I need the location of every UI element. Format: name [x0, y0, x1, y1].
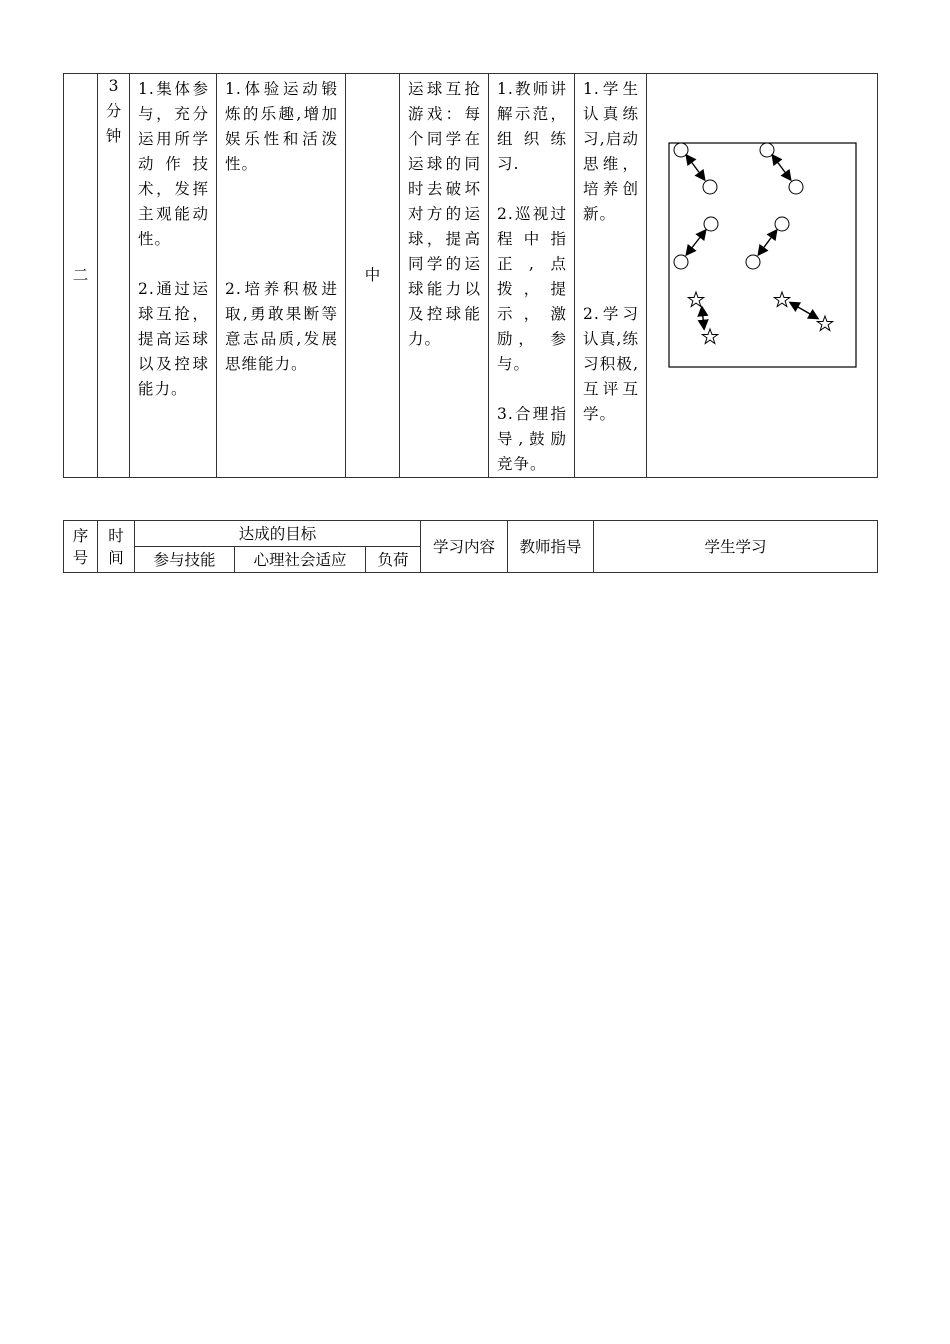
- teacher-step-2: 2.巡视过程中指正,点拨，提示，激励， 参与。: [497, 205, 567, 373]
- header-student: 学生学习: [594, 521, 878, 573]
- header-sequence-line-1: 序: [72, 526, 89, 545]
- star-player-icon: [702, 329, 717, 344]
- social-goal-2: 2.培养积极进取,勇敢果断等意志品质,发展思维能力。: [225, 280, 338, 373]
- header-goals-title: 达成的目标: [135, 521, 421, 547]
- social-goal-1: 1.体验运动锻炼的乐趣,增加娱乐性和活泼性。: [225, 80, 338, 173]
- lesson-plan-header-table: [63, 520, 878, 573]
- header-sequence: [64, 521, 98, 573]
- time-number: 3: [108, 77, 119, 95]
- teacher-cell: [489, 74, 575, 478]
- load-text: 中: [364, 266, 381, 284]
- student-step-2: 2.学习认真,练习积极,互评互学。: [583, 305, 639, 423]
- header-time-line-1: 时: [108, 526, 124, 545]
- header-time-line-2: 间: [108, 548, 124, 567]
- skill-goals-cell: [130, 74, 217, 478]
- star-player-icon: [817, 316, 832, 331]
- star-player-icon: [774, 292, 789, 307]
- content-text: 运球互抢游戏：每个同学在运球的同时去破坏对方的运球，提高同学的运球能力以及控球能力。: [408, 80, 481, 348]
- header-sequence-line-2: 号: [72, 548, 89, 567]
- sequence-cell: [64, 74, 98, 478]
- load-cell: [346, 74, 400, 478]
- circle-player-icon: [703, 180, 717, 194]
- double-arrow-icon: [759, 231, 776, 254]
- double-arrow-icon: [687, 156, 704, 179]
- double-arrow-icon: [773, 156, 790, 179]
- court-boundary: [669, 143, 856, 367]
- circle-player-icon: [775, 217, 789, 231]
- circle-player-icon: [789, 180, 803, 194]
- time-cell: [98, 74, 130, 478]
- circle-player-icon: [674, 255, 688, 269]
- time-unit-2: 钟: [105, 127, 122, 145]
- teacher-step-1: 1.教师讲解示范，组织练习.: [497, 80, 567, 173]
- teacher-step-3: 3.合理指导,鼓励竞争。: [497, 405, 567, 473]
- formation-diagram: [668, 142, 858, 368]
- lesson-plan-row-table: [63, 73, 878, 478]
- sequence-text: 二: [72, 266, 89, 284]
- star-player-icon: [688, 292, 703, 307]
- student-cell: [575, 74, 647, 478]
- circle-player-icon: [760, 143, 774, 157]
- header-goal-social: 心理社会适应: [235, 547, 366, 573]
- header-goal-load: 负荷: [366, 547, 421, 573]
- student-step-1: 1.学生认真练习,启动思维，培养创新。: [583, 80, 639, 223]
- circle-player-icon: [704, 217, 718, 231]
- header-goal-skill: 参与技能: [135, 547, 235, 573]
- formation-diagram-cell: [647, 74, 878, 478]
- double-arrow-icon: [702, 308, 704, 328]
- skill-goal-2: 2.通过运球互抢，提高运球以及控球能力。: [138, 280, 209, 398]
- double-arrow-icon: [791, 303, 817, 318]
- content-cell: [400, 74, 489, 478]
- header-time: [98, 521, 135, 573]
- social-goals-cell: [217, 74, 346, 478]
- skill-goal-1: 1.集体参与，充分运用所学动作技术，发挥主观能动性。: [138, 80, 209, 248]
- circle-player-icon: [674, 143, 688, 157]
- header-content: 学习内容: [421, 521, 508, 573]
- time-unit-1: 分: [105, 102, 122, 120]
- circle-player-icon: [746, 255, 760, 269]
- header-teacher: 教师指导: [508, 521, 594, 573]
- double-arrow-icon: [687, 231, 705, 254]
